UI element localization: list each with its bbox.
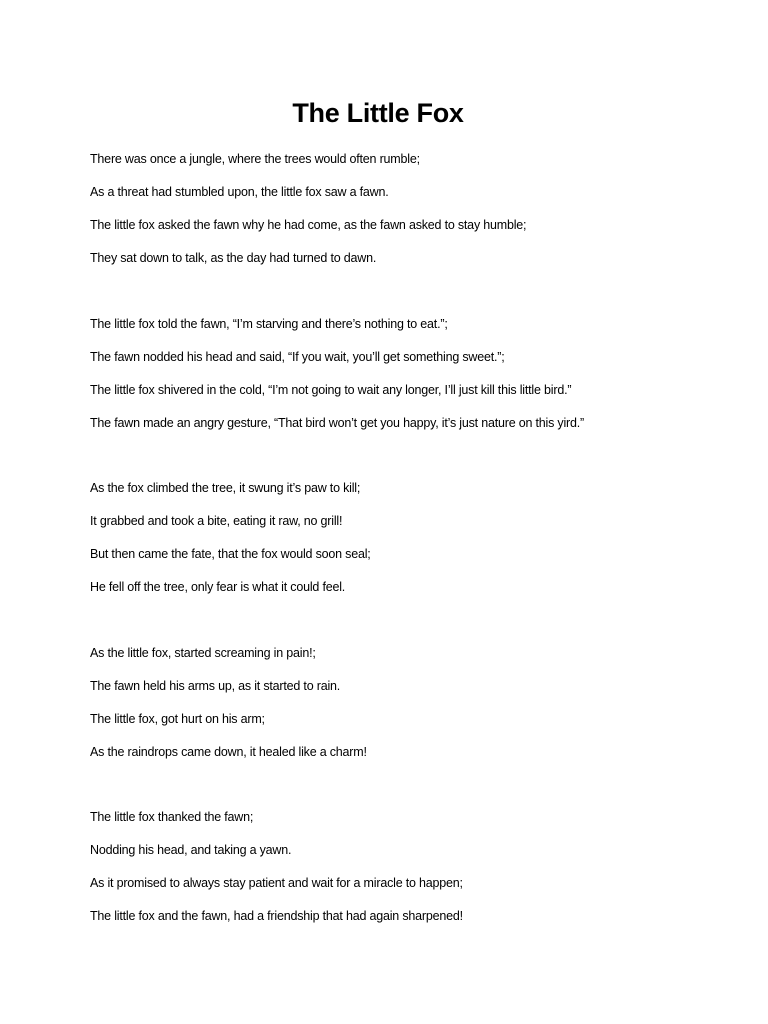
poem-line: The little fox, got hurt on his arm; — [90, 712, 265, 726]
poem-line: The little fox told the fawn, “I’m starving and there’s nothing to eat.”; — [90, 317, 448, 331]
poem-line: As the raindrops came down, it healed like a charm! — [90, 745, 367, 759]
poem-line: Nodding his head, and taking a yawn. — [90, 843, 292, 857]
poem-line: As a threat had stumbled upon, the little fox saw a fawn. — [90, 185, 389, 199]
poem-line: As the little fox, started screaming in pain!; — [90, 646, 316, 660]
poem-line: The little fox thanked the fawn; — [90, 810, 254, 824]
poem-line: He fell off the tree, only fear is what it could feel. — [90, 580, 346, 594]
stanza-3 — [90, 480, 730, 612]
poem-line: It grabbed and took a bite, eating it raw, no grill! — [90, 514, 343, 528]
stanza-4 — [90, 645, 730, 777]
poem-line: The little fox shivered in the cold, “I’m not going to wait any longer, I’ll just kill this little bird.” — [90, 383, 572, 397]
poem-line: As the fox climbed the tree, it swung it’s paw to kill; — [90, 481, 361, 495]
stanza-5 — [90, 809, 730, 941]
poem-line: The little fox and the fawn, had a friendship that had again sharpened! — [90, 909, 463, 923]
poem-line: There was once a jungle, where the trees would often rumble; — [90, 152, 420, 166]
poem-line: They sat down to talk, as the day had turned to dawn. — [90, 251, 377, 265]
poem-line: As it promised to always stay patient and wait for a miracle to happen; — [90, 876, 463, 890]
poem-line: The fawn held his arms up, as it started to rain. — [90, 679, 341, 693]
stanza-2 — [90, 316, 730, 448]
poem-title: The Little Fox — [292, 98, 464, 128]
poem-line: The little fox asked the fawn why he had come, as the fawn asked to stay humble; — [90, 218, 527, 232]
stanza-1 — [90, 151, 730, 283]
poem-line: The fawn nodded his head and said, “If you wait, you’ll get something sweet.”; — [90, 350, 505, 364]
poem-line: The fawn made an angry gesture, “That bird won’t get you happy, it’s just nature on this yird.” — [90, 416, 585, 430]
poem-line: But then came the fate, that the fox would soon seal; — [90, 547, 371, 561]
